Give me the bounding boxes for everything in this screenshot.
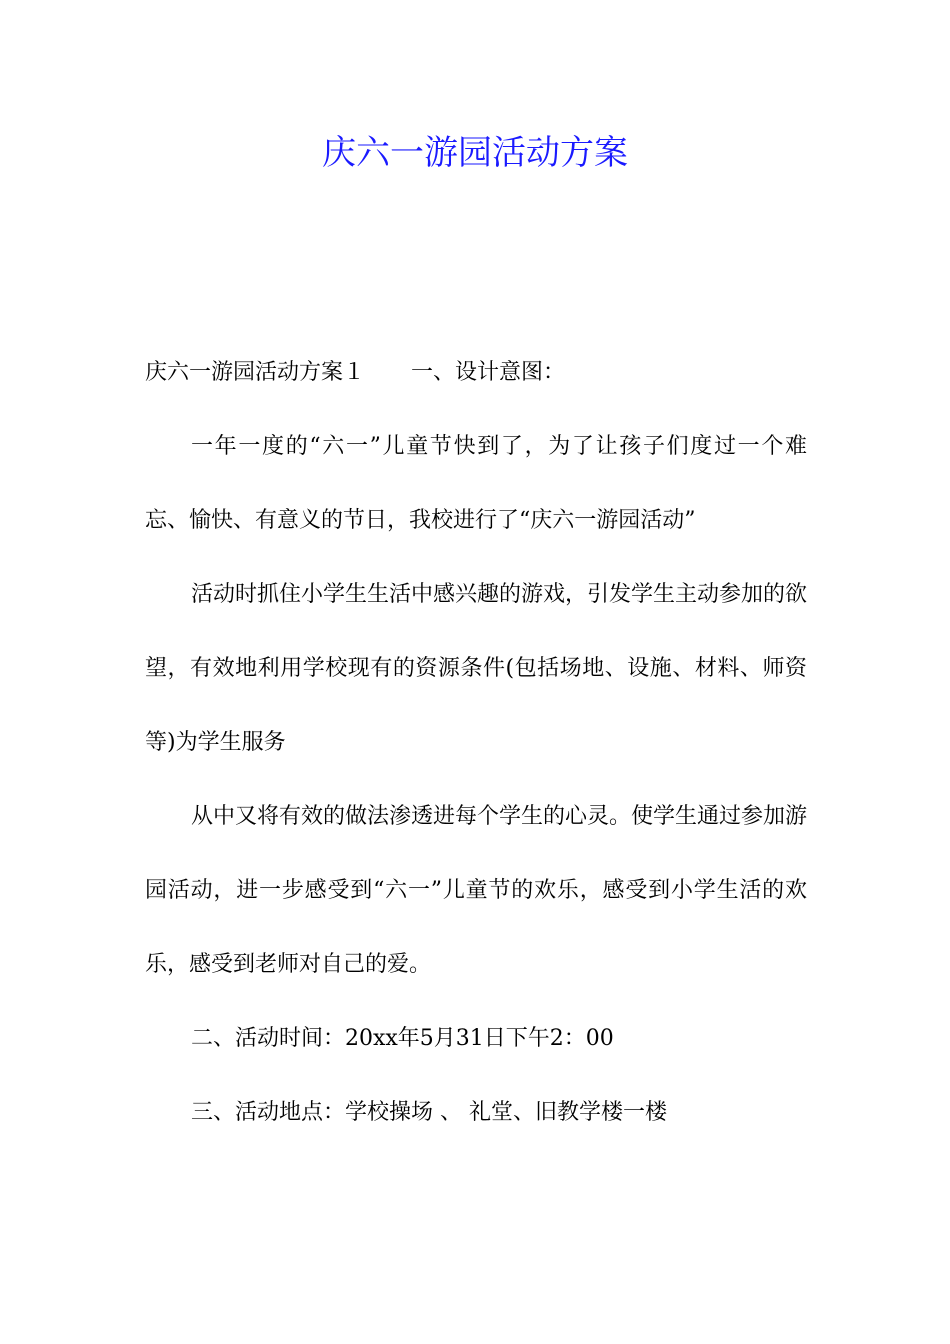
paragraph-goals: 从中又将有效的做法渗透进每个学生的心灵。使学生通过参加游园活动，进一步感受到“六一”儿童节的欢乐，感受到小学生活的欢乐，感受到老师对自己的爱。 (145, 804, 808, 977)
document-body (145, 336, 807, 1150)
first-line (145, 336, 807, 410)
paragraph-intro: 一年一度的“六一”儿童节快到了，为了让孩子们度过一个难忘、愉快、有意义的节日，我校进行了“庆六一游园活动” (145, 434, 807, 533)
paragraph-activity-purpose: 活动时抓住小学生生活中感兴趣的游戏，引发学生主动参加的欲望，有效地利用学校现有的资源条件(包括场地、设施、材料、师资等)为学生服务 (145, 582, 808, 755)
plan-heading: 庆六一游园活动方案１ (145, 360, 366, 385)
paragraph-activity-time: 二、活动时间：20xx年5月31日下午2：00 (191, 1026, 614, 1051)
document-title: 庆六一游园活动方案 (322, 133, 628, 173)
paragraph-activity-location: 三、活动地点：学校操场 、 礼堂、旧教学楼一楼 (191, 1100, 667, 1125)
section-heading-design-intent: 一、设计意图： (411, 360, 566, 385)
